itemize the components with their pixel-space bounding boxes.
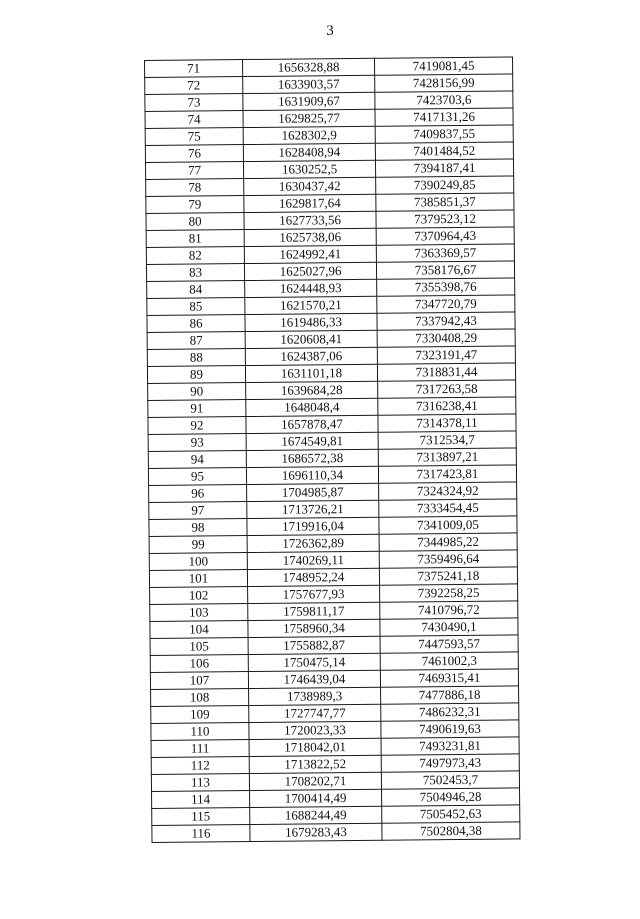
point-number-cell: 104 (150, 621, 248, 639)
point-number-cell: 91 (148, 400, 246, 418)
point-number-cell: 80 (146, 213, 244, 231)
y-coordinate-cell: 7317423,81 (378, 465, 516, 483)
x-coordinate-cell: 1656328,88 (243, 58, 375, 76)
x-coordinate-cell: 1633903,57 (243, 75, 375, 93)
y-coordinate-cell: 7502453,7 (381, 771, 519, 789)
y-coordinate-cell: 7363369,57 (376, 244, 514, 262)
x-coordinate-cell: 1720023,33 (249, 721, 381, 739)
y-coordinate-cell: 7461002,3 (380, 652, 518, 670)
point-number-cell: 96 (149, 485, 247, 503)
x-coordinate-cell: 1625027,96 (244, 262, 376, 280)
y-coordinate-cell: 7355398,76 (377, 278, 515, 296)
y-coordinate-cell: 7324324,92 (379, 482, 517, 500)
y-coordinate-cell: 7333454,45 (379, 499, 517, 517)
y-coordinate-cell: 7318831,44 (377, 363, 515, 381)
point-number-cell: 110 (151, 723, 249, 741)
x-coordinate-cell: 1624387,06 (245, 347, 377, 365)
point-number-cell: 94 (148, 451, 246, 469)
y-coordinate-cell: 7375241,18 (379, 567, 517, 585)
point-number-cell: 101 (149, 570, 247, 588)
x-coordinate-cell: 1708202,71 (249, 772, 381, 790)
point-number-cell: 99 (149, 536, 247, 554)
page-number: 3 (326, 23, 334, 39)
point-number-cell: 112 (151, 757, 249, 775)
point-number-cell: 84 (147, 281, 245, 299)
x-coordinate-cell: 1758960,34 (248, 619, 380, 637)
point-number-cell: 111 (151, 740, 249, 758)
y-coordinate-cell: 7317263,58 (378, 380, 516, 398)
y-coordinate-cell: 7312534,7 (378, 431, 516, 449)
x-coordinate-cell: 1750475,14 (248, 653, 380, 671)
x-coordinate-cell: 1648048,4 (246, 398, 378, 416)
y-coordinate-cell: 7430490,1 (380, 618, 518, 636)
x-coordinate-cell: 1696110,34 (246, 466, 378, 484)
x-coordinate-cell: 1628302,9 (243, 126, 375, 144)
x-coordinate-cell: 1619486,33 (245, 313, 377, 331)
point-number-cell: 82 (146, 247, 244, 265)
y-coordinate-cell: 7390249,85 (376, 176, 514, 194)
point-number-cell: 78 (146, 179, 244, 197)
point-number-cell: 113 (151, 774, 249, 792)
x-coordinate-cell: 1757677,93 (248, 585, 380, 603)
x-coordinate-cell: 1639684,28 (246, 381, 378, 399)
point-number-cell: 88 (147, 349, 245, 367)
y-coordinate-cell: 7447593,57 (380, 635, 518, 653)
point-number-cell: 74 (145, 111, 243, 129)
point-number-cell: 102 (150, 587, 248, 605)
y-coordinate-cell: 7341009,05 (379, 516, 517, 534)
x-coordinate-cell: 1713822,52 (249, 755, 381, 773)
x-coordinate-cell: 1627733,56 (244, 211, 376, 229)
point-number-cell: 81 (146, 230, 244, 248)
y-coordinate-cell: 7469315,41 (380, 669, 518, 687)
x-coordinate-cell: 1629825,77 (243, 109, 375, 127)
x-coordinate-cell: 1759811,17 (248, 602, 380, 620)
point-number-cell: 90 (148, 383, 246, 401)
x-coordinate-cell: 1748952,24 (247, 568, 379, 586)
y-coordinate-cell: 7330408,29 (377, 329, 515, 347)
y-coordinate-cell: 7502804,38 (382, 822, 520, 840)
y-coordinate-cell: 7477886,18 (381, 686, 519, 704)
y-coordinate-cell: 7370964,43 (376, 227, 514, 245)
point-number-cell: 86 (147, 315, 245, 333)
x-coordinate-cell: 1700414,49 (250, 789, 382, 807)
x-coordinate-cell: 1628408,94 (243, 143, 375, 161)
point-number-cell: 76 (145, 145, 243, 163)
y-coordinate-cell: 7316238,41 (378, 397, 516, 415)
x-coordinate-cell: 1625738,06 (244, 228, 376, 246)
x-coordinate-cell: 1719916,04 (247, 517, 379, 535)
point-number-cell: 98 (149, 519, 247, 537)
y-coordinate-cell: 7423703,6 (375, 91, 513, 109)
x-coordinate-cell: 1704985,87 (247, 483, 379, 501)
y-coordinate-cell: 7493231,81 (381, 737, 519, 755)
x-coordinate-cell: 1740269,11 (247, 551, 379, 569)
point-number-cell: 115 (152, 808, 250, 826)
x-coordinate-cell: 1631909,67 (243, 92, 375, 110)
point-number-cell: 75 (145, 128, 243, 146)
x-coordinate-cell: 1727747,77 (249, 704, 381, 722)
x-coordinate-cell: 1657878,47 (246, 415, 378, 433)
x-coordinate-cell: 1624992,41 (244, 245, 376, 263)
point-number-cell: 89 (147, 366, 245, 384)
table-body (145, 57, 520, 842)
x-coordinate-cell: 1629817,64 (244, 194, 376, 212)
x-coordinate-cell: 1726362,89 (247, 534, 379, 552)
point-number-cell: 73 (145, 94, 243, 112)
x-coordinate-cell: 1621570,21 (245, 296, 377, 314)
x-coordinate-cell: 1630252,5 (243, 160, 375, 178)
y-coordinate-cell: 7392258,25 (380, 584, 518, 602)
point-number-cell: 100 (149, 553, 247, 571)
y-coordinate-cell: 7409837,55 (375, 125, 513, 143)
point-number-cell: 114 (152, 791, 250, 809)
point-number-cell: 103 (150, 604, 248, 622)
point-number-cell: 95 (148, 468, 246, 486)
x-coordinate-cell: 1620608,41 (245, 330, 377, 348)
point-number-cell: 85 (147, 298, 245, 316)
point-number-cell: 106 (150, 655, 248, 673)
y-coordinate-cell: 7323191,47 (377, 346, 515, 364)
point-number-cell: 107 (150, 672, 248, 690)
table-row (152, 822, 520, 843)
x-coordinate-cell: 1631101,18 (245, 364, 377, 382)
y-coordinate-cell: 7313897,21 (378, 448, 516, 466)
x-coordinate-cell: 1746439,04 (248, 670, 380, 688)
y-coordinate-cell: 7504946,28 (382, 788, 520, 806)
x-coordinate-cell: 1718042,01 (249, 738, 381, 756)
x-coordinate-cell: 1674549,81 (246, 432, 378, 450)
x-coordinate-cell: 1686572,38 (246, 449, 378, 467)
y-coordinate-cell: 7486232,31 (381, 703, 519, 721)
point-number-cell: 105 (150, 638, 248, 656)
y-coordinate-cell: 7505452,63 (382, 805, 520, 823)
y-coordinate-cell: 7344985,22 (379, 533, 517, 551)
x-coordinate-cell: 1688244,49 (250, 806, 382, 824)
y-coordinate-cell: 7428156,99 (375, 74, 513, 92)
x-coordinate-cell: 1679283,43 (250, 823, 382, 841)
y-coordinate-cell: 7385851,37 (376, 193, 514, 211)
y-coordinate-cell: 7379523,12 (376, 210, 514, 228)
y-coordinate-cell: 7490619,63 (381, 720, 519, 738)
point-number-cell: 109 (151, 706, 249, 724)
x-coordinate-cell: 1738989,3 (249, 687, 381, 705)
y-coordinate-cell: 7401484,52 (375, 142, 513, 160)
y-coordinate-cell: 7417131,26 (375, 108, 513, 126)
x-coordinate-cell: 1713726,21 (247, 500, 379, 518)
y-coordinate-cell: 7497973,43 (381, 754, 519, 772)
point-number-cell: 83 (146, 264, 244, 282)
x-coordinate-cell: 1755882,87 (248, 636, 380, 654)
point-number-cell: 108 (151, 689, 249, 707)
point-number-cell: 116 (152, 825, 250, 843)
point-number-cell: 87 (147, 332, 245, 350)
y-coordinate-cell: 7358176,67 (376, 261, 514, 279)
y-coordinate-cell: 7347720,79 (377, 295, 515, 313)
point-number-cell: 97 (149, 502, 247, 520)
point-number-cell: 71 (145, 60, 243, 78)
y-coordinate-cell: 7337942,43 (377, 312, 515, 330)
x-coordinate-cell: 1630437,42 (244, 177, 376, 195)
point-number-cell: 79 (146, 196, 244, 214)
point-number-cell: 72 (145, 77, 243, 95)
x-coordinate-cell: 1624448,93 (245, 279, 377, 297)
y-coordinate-cell: 7394187,41 (375, 159, 513, 177)
y-coordinate-cell: 7419081,45 (374, 57, 512, 75)
coordinates-table (144, 56, 520, 843)
y-coordinate-cell: 7410796,72 (380, 601, 518, 619)
point-number-cell: 92 (148, 417, 246, 435)
point-number-cell: 93 (148, 434, 246, 452)
y-coordinate-cell: 7314378,11 (378, 414, 516, 432)
point-number-cell: 77 (145, 162, 243, 180)
y-coordinate-cell: 7359496,64 (379, 550, 517, 568)
